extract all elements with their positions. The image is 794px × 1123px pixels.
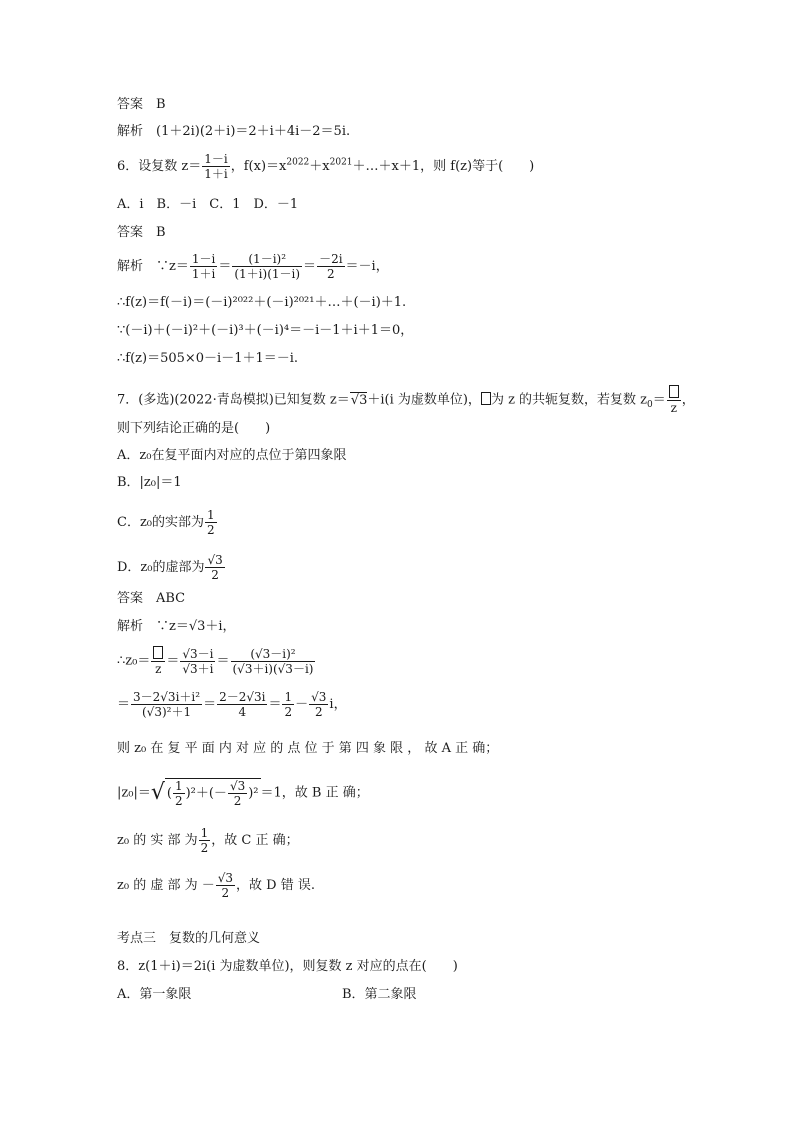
sol7-l5-f1-num: 1 [174,779,183,793]
question-7-line-2: 则下列结论正确的是( ) [117,421,271,436]
sol7-l2-f3-num: (√3－i)² [231,647,316,662]
sol7-l3-f2-den: 4 [238,705,247,719]
z-bar-box-icon-3 [153,646,163,659]
question-7-option-a: A．z₀在复平面内对应的点位于第四象限 [117,448,347,463]
q7-optc-fraction [205,508,217,537]
question-8: 8．z(1＋i)＝2i(i 为虚数单位)，则复数 z 对应的点在( ) [117,959,458,974]
z-bar-box-icon [481,392,491,405]
q6-fraction [202,152,229,181]
q6-text-suffix: ＋…＋x＋1，则 f(z)等于( ) [352,159,535,174]
q6-frac-den: 1＋i [204,167,228,181]
sol7-l5-f2-den: 2 [233,794,242,808]
sol7-l7-prefix: z₀ 的 虚 部 为 － [117,878,215,893]
sol7-l5-fraction-2 [228,779,247,808]
sol7-l3-suffix: i， [329,697,347,712]
sol7-l3-fraction-4 [309,690,328,719]
answer-7: 答案 ABC [117,591,186,606]
solution-7-line-5: |z₀|＝√ ( $\frac{1}{2}$ )²＋(－ $\frac{√3}{2}$ )² ＝1，故 B 正 确； [117,779,369,808]
sol7-l5-f2-num: √3 [229,779,246,793]
sol7-l3-fraction-1 [131,690,202,719]
q7-text-b: ＋i(i 为虚数单位)， [367,392,481,408]
solution-6-line-1: 解析 ∵z＝ $\frac{1-i}{1+i}$ ＝ $\frac{\text{(1－i)²}}{(1+i)(1-i)}$ ＝ $\frac{-2i}{2}$ ＝－i， [117,252,389,281]
sol7-l3-fraction-3 [282,690,294,719]
answer-6: 答案 B [117,225,166,240]
question-8-option-b: B．第二象限 [342,987,417,1002]
q6-frac-num: 1－i [204,152,228,166]
sol7-l6-den: 2 [200,841,209,855]
sol6-fraction-3 [317,252,344,281]
sol7-l7-fraction [216,871,235,900]
sol7-l5-suffix: ＝1，故 B 正 确； [260,785,369,801]
sol7-l2-prefix: ∴z₀＝ [117,653,151,669]
question-7-option-b: B．|z₀|＝1 [117,475,182,490]
solution-6-line-3: ∵(－i)＋(－i)²＋(－i)³＋(－i)⁴＝－i－1＋i＋1＝0， [117,323,414,338]
sol6-f2-den: (1＋i)(1－i) [234,267,301,281]
q6-exponent-2: 2021 [329,157,353,168]
section-heading-3: 考点三 复数的几何意义 [117,931,261,946]
solution-7-line-4: 则 z₀ 在 复 平 面 内 对 应 的 点 位 于 第 四 象 限 ， 故 A 正 确； [117,741,499,756]
sol6-f1-num: 1－i [191,252,216,266]
q7-text-a: 7．(多选)(2022·青岛模拟)已知复数 z＝ [117,392,350,408]
question-7-option-c [117,508,218,537]
question-7-option-d [117,553,226,582]
sol7-l2-fraction-3 [231,647,316,676]
q7-optd-num: √3 [207,553,223,567]
question-6-options: A．i B．－i C．1 D．－1 [117,197,299,212]
sol7-l2-fraction-1 [151,646,165,676]
q6-text-mid: ，f(x)＝x [230,159,287,174]
sol7-l5-fraction-1 [173,779,185,808]
sol6-f1-den: 1＋i [191,267,216,281]
sol7-l2-f3-den: (√3＋i)(√3－i) [232,661,314,676]
sol7-l2-f1-num-box [151,646,165,662]
sol6-suffix: ＝－i， [345,259,389,274]
q7-optd-fraction [205,553,224,582]
sol7-l2-fraction-2 [180,647,215,676]
sol6-fraction-1 [190,252,217,281]
sol7-l6-suffix: ，故 C 正 确； [211,833,299,848]
sol7-l3-f2-num: 2－2√3i [219,690,266,704]
sol7-l5-f1-den: 2 [174,794,183,808]
sol7-l6-fraction [199,826,211,855]
sol7-l3-f4-den: 2 [314,705,323,719]
q6-exponent-1: 2022 [286,157,310,168]
q7-optd-den: 2 [211,568,219,582]
solution-7-line-2: ∴z₀＝ z ＝ $\frac{√3-i}{√3+i}$ ＝ $\frac{\text{(√3－i)²}}{(√3+i)(√3-i)}$ [117,646,314,676]
sol7-l6-prefix: z₀ 的 实 部 为 [117,833,198,848]
solution-5: 解析 (1＋2i)(2＋i)＝2＋i＋4i－2＝5i. [117,124,351,139]
solution-7-line-1: 解析 ∵z＝√3＋i， [117,619,236,634]
sol6-f3-den: 2 [326,267,335,281]
sol7-l3-fraction-2 [217,690,267,719]
solution-7-line-7 [117,871,315,900]
z-bar-box-icon-2 [669,385,679,398]
question-8-option-a: A．第一象限 [117,987,192,1002]
sol7-l5-prefix: |z₀|＝ [117,785,151,801]
q7-sqrt-value: 3 [359,392,368,408]
q7-frac-num-box [667,385,681,401]
sol6-fraction-2 [232,252,302,281]
q7-optc-den: 2 [207,523,215,537]
sol7-l3-f4-num: √3 [311,690,327,704]
q7-optd-text: D．z₀的虚部为 [117,560,205,575]
question-7-line-1: 7．(多选)(2022·青岛模拟)已知复数 z＝√3＋i(i 为虚数单位)， 为 z 的共轭复数，若复数 $z_0=$ z ， [117,385,695,415]
sol7-l6-num: 1 [200,826,209,840]
sol6-f3-num: －2i [319,252,343,266]
q7-fraction [667,385,681,415]
q7-optc-num: 1 [207,508,215,522]
q6-text-mid2: ＋x [309,159,330,174]
sol6-f2-num: (1－i)² [232,252,302,267]
q7-sqrt: √3 [350,392,368,408]
answer-5: 答案 B [117,97,166,112]
q6-text-prefix: 6．设复数 z＝ [117,159,202,174]
sol7-l2-f2-num: √3－i [182,646,214,661]
sol7-l7-den: 2 [221,886,230,900]
sol7-l7-suffix: ，故 D 错 误. [236,878,315,893]
solution-6-line-2: ∴f(z)＝f(－i)＝(－i)²⁰²²＋(－i)²⁰²¹＋…＋(－i)＋1. [117,295,407,310]
sol7-l3-f1-den: (√3)²＋1 [141,705,192,719]
q7-frac-den: z [670,401,677,415]
sol7-l3-f1-num: 3－2√3i＋i² [133,690,201,704]
q7-text-c: 为 z 的共轭复数，若复数 z [490,392,648,408]
solution-7-line-6 [117,826,299,855]
sol6-prefix: 解析 ∵z＝ [117,259,189,274]
sol7-l2-f1-den: z [155,662,162,676]
sol7-l3-f3-den: 2 [284,705,293,719]
solution-6-line-4: ∴f(z)＝505×0－i－1＋1＝－i. [117,351,299,366]
sol7-l3-f3-num: 1 [284,690,293,704]
q7-text-e: ， [681,392,695,408]
question-6 [117,152,534,181]
solution-7-line-3: ＝ $\frac{\text{3－2√3i＋i²}}{\text{(√3)²＋1}}$ ＝ $\frac{2-2√3i}{4}$ ＝ $\frac{1}{2}$ － $\frac{√3}{2}$ i， [117,690,347,719]
sol7-l7-num: √3 [217,871,234,885]
q7-optc-text: C．z₀的实部为 [117,515,205,530]
sol7-l2-f2-den: √3＋i [182,661,214,676]
q7-text-d: ＝ [652,392,666,408]
